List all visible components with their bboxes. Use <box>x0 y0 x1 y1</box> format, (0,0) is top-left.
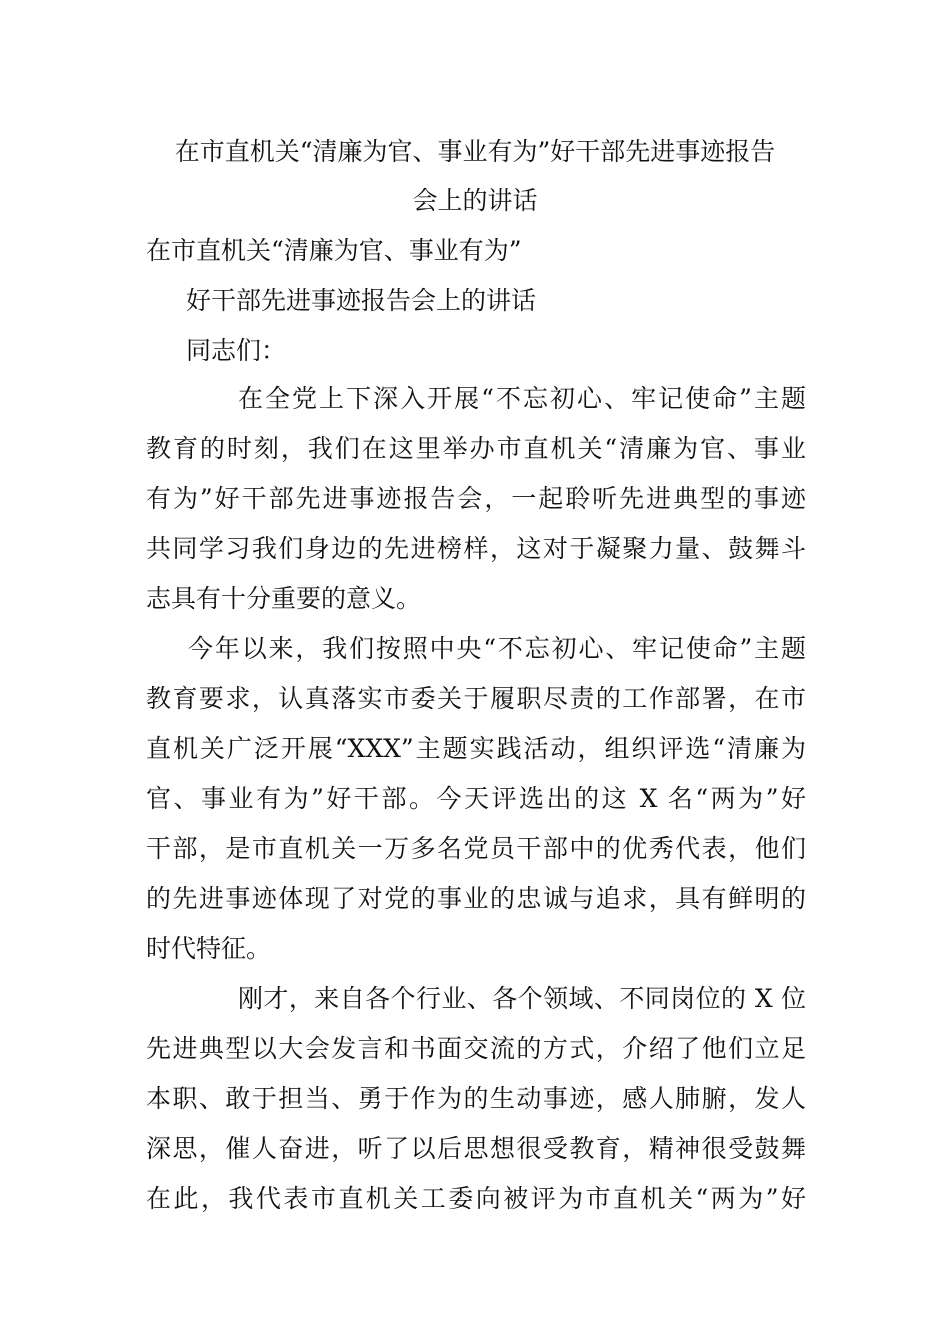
paragraph-1-line-3: 有为”好干部先进事迹报告会，一起聆听先进典型的事迹 <box>146 484 806 513</box>
paragraph-2-line-5: 干部，是市直机关一万多名党员干部中的优秀代表，他们 <box>146 834 806 863</box>
document-title-line-1: 在市直机关“清廉为官、事业有为”好干部先进事迹报告 <box>174 137 776 166</box>
paragraph-3-line-1: 刚才，来自各个行业、各个领域、不同岗位的 X 位 <box>238 984 806 1013</box>
salutation: 同志们： <box>186 336 287 365</box>
paragraph-2-line-6: 的先进事迹体现了对党的事业的忠诚与追求，具有鲜明的 <box>146 884 806 913</box>
paragraph-2-line-1: 今年以来，我们按照中央“不忘初心、牢记使命”主题 <box>188 634 806 663</box>
paragraph-2-line-4: 官、事业有为”好干部。今天评选出的这 X 名“两为”好 <box>146 784 806 813</box>
subtitle-line-1: 在市直机关“清廉为官、事业有为” <box>146 236 522 265</box>
paragraph-1-line-1: 在全党上下深入开展“不忘初心、牢记使命”主题 <box>238 384 806 413</box>
paragraph-3-line-4: 深思，催人奋进，听了以后思想很受教育，精神很受鼓舞 <box>146 1134 806 1163</box>
paragraph-1-line-4: 共同学习我们身边的先进榜样，这对于凝聚力量、鼓舞斗 <box>146 534 806 563</box>
document-title-line-2: 会上的讲话 <box>412 186 538 215</box>
subtitle-line-2: 好干部先进事迹报告会上的讲话 <box>186 286 537 315</box>
paragraph-3-line-3: 本职、敢于担当、勇于作为的生动事迹，感人肺腑，发人 <box>146 1084 806 1113</box>
paragraph-2-line-7: 时代特征。 <box>146 934 272 963</box>
paragraph-2-line-3: 直机关广泛开展“XXX”主题实践活动，组织评选“清廉为 <box>146 734 806 763</box>
paragraph-1-line-2: 教育的时刻，我们在这里举办市直机关“清廉为官、事业 <box>146 434 806 463</box>
paragraph-3-line-5: 在此，我代表市直机关工委向被评为市直机关“两为”好 <box>146 1184 806 1213</box>
paragraph-2-line-2: 教育要求，认真落实市委关于履职尽责的工作部署，在市 <box>146 684 806 713</box>
paragraph-1-line-5: 志具有十分重要的意义。 <box>146 584 422 613</box>
paragraph-3-line-2: 先进典型以大会发言和书面交流的方式，介绍了他们立足 <box>146 1034 806 1063</box>
